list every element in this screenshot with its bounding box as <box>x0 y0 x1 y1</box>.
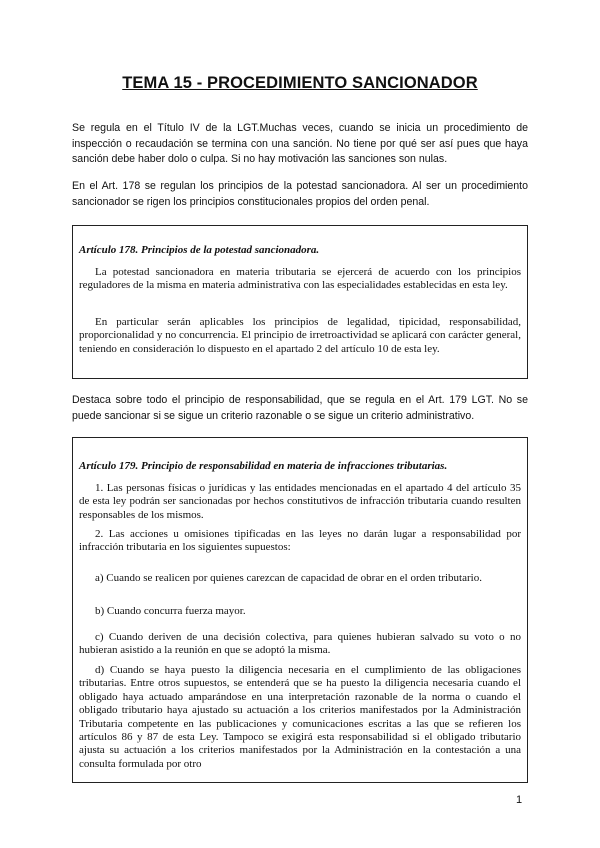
article-179-item-b: b) Cuando concurra fuerza mayor. <box>95 605 246 617</box>
article-178-paragraph-2: En particular serán aplicables los principios de legalidad, tipicidad, responsabilidad, proporcionalidad y no concurrencia. El principio de irretroactividad se aplicará con carácter general, teniendo en consideración lo dispuesto en el apartado 2 del artículo 10 de esta ley. <box>79 316 521 355</box>
intro-paragraph: Se regula en el Título IV de la LGT.Muchas veces, cuando se inicia un procedimiento de inspección o recaudación se termina con una sanción. No tiene por qué ser así pues que haya sanción debe haber dolo o culpa. Si no hay motivación las sanciones son nulas. <box>72 122 528 165</box>
art178-intro-paragraph: En el Art. 178 se regulan los principios de la potestad sancionadora. Al ser un procedimiento sancionador se rigen los principios constitucionales propios del orden penal. <box>72 180 528 208</box>
article-178-box <box>72 225 528 379</box>
article-179-item-d: d) Cuando se haya puesto la diligencia necesaria en el cumplimiento de las obligaciones tributarias. Entre otros supuestos, se entenderá que se ha puesto la diligencia necesaria cuando el obligado haya actuado amparándose en una interpretación razonable de la norma o cuando el obligado tributario haya ajustado su actuación a los criterios manifestados por la Administración Tributaria competente en las publicaciones y comunicaciones escritas a las que se refieren los artículos 86 y 87 de esta Ley. Tampoco se exigirá esta responsabilidad si el obligado tributario ajusta su actuación a los criterios manifestados por la Administración en la contestación a una consulta formulada por otro <box>79 664 521 770</box>
article-179-heading: Artículo 179. Principio de responsabilidad en materia de infracciones tributarias. <box>79 460 448 472</box>
page-title: TEMA 15 - PROCEDIMIENTO SANCIONADOR <box>122 74 478 92</box>
article-179-paragraph-1: 1. Las personas físicas o jurídicas y las entidades mencionadas en el apartado 4 del artículo 35 de esta ley podrán ser sancionadas por hechos constitutivos de infracción tributaria cuando resulten responsables de los mismos. <box>79 482 521 521</box>
article-179-box <box>72 437 528 783</box>
page-number: 1 <box>516 794 523 806</box>
article-179-item-c: c) Cuando deriven de una decisión colectiva, para quienes hubieran salvado su voto o no hubieran asistido a la reunión en que se adoptó la misma. <box>79 631 521 657</box>
article-179-item-a: a) Cuando se realicen por quienes carezcan de capacidad de obrar en el orden tributario. <box>95 572 482 584</box>
article-179-paragraph-2: 2. Las acciones u omisiones tipificadas en las leyes no darán lugar a responsabilidad por infracción tributaria en los siguientes supuestos: <box>79 528 521 554</box>
article-178-paragraph-1: La potestad sancionadora en materia tributaria se ejercerá de acuerdo con los principios reguladores de la misma en materia administrativa con las especialidades establecidas en esta ley. <box>79 266 521 292</box>
article-178-heading: Artículo 178. Principios de la potestad sancionadora. <box>79 244 320 256</box>
art179-intro-paragraph: Destaca sobre todo el principio de responsabilidad, que se regula en el Art. 179 LGT. No se puede sancionar si se sigue un criterio razonable o se sigue un criterio administrativo. <box>72 394 528 422</box>
